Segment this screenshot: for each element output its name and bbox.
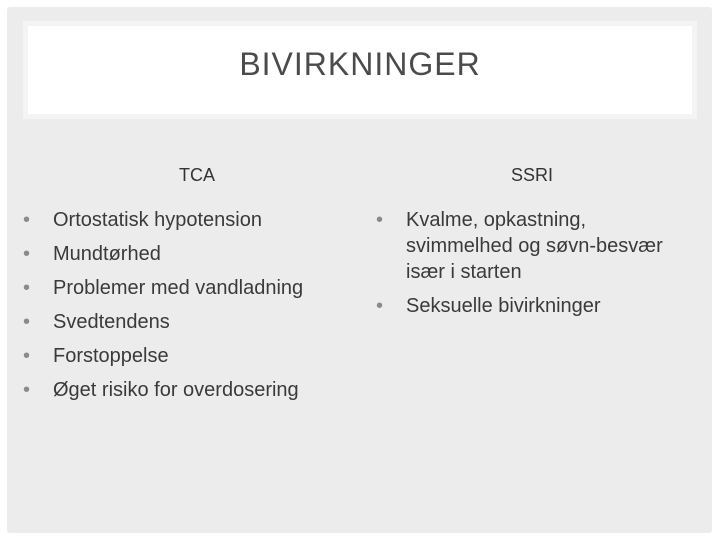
list-item-text: Ortostatisk hypotension [53,209,262,231]
slide-title: BIVIRKNINGER [239,46,481,82]
bullet-icon: • [376,209,384,231]
bullet-icon: • [23,243,31,265]
title-box [23,21,697,119]
list-item-text: Problemer med vandladning [53,277,304,299]
list-item [376,207,676,285]
bullet-icon: • [23,277,31,299]
list-item [23,343,343,369]
list-item-text: Svedtendens [53,311,170,333]
list-item [23,275,343,301]
list-item-text: Seksuelle bivirkninger [406,295,601,317]
ssri-bullet-list [376,207,676,327]
bullet-icon: • [23,345,31,367]
list-item [23,241,343,267]
list-item-text: Øget risiko for overdosering [53,379,299,401]
list-item [23,377,343,403]
list-item-text: Mundtørhed [53,243,161,265]
column-heading-tca: TCA [179,165,215,185]
list-item [376,293,676,319]
list-item [23,207,343,233]
bullet-icon: • [23,311,31,333]
column-heading-ssri: SSRI [510,165,553,185]
bullet-icon: • [23,379,31,401]
list-item [23,309,343,335]
bullet-icon: • [23,209,31,231]
list-item-text: Kvalme, opkastning, svimmelhed og søvn-besvær især i starten [406,209,663,283]
slide [7,7,712,533]
tca-bullet-list [23,207,343,411]
bullet-icon: • [376,295,384,317]
list-item-text: Forstoppelse [53,345,169,367]
